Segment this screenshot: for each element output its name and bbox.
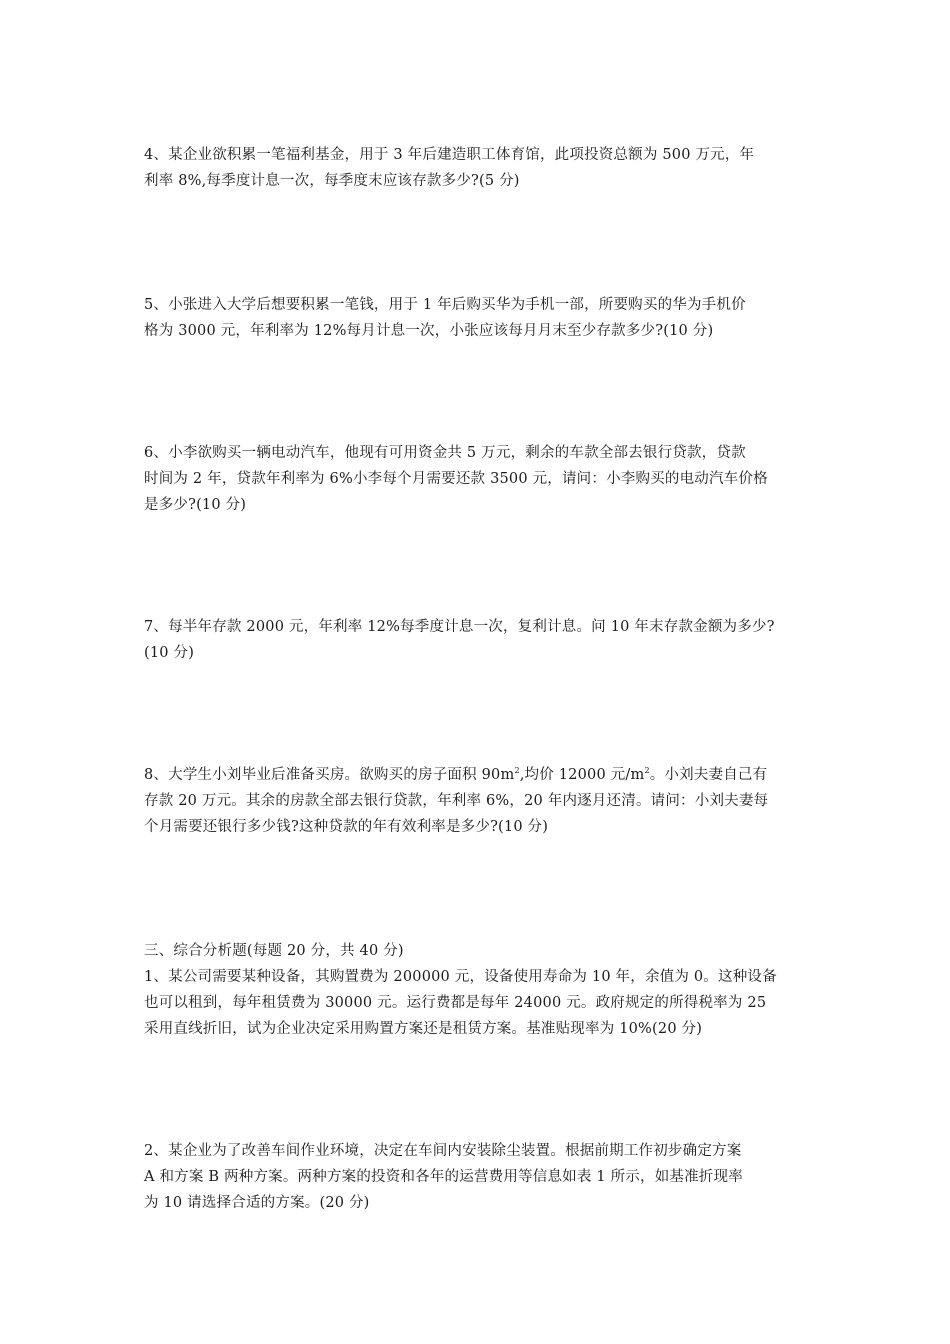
question-4 <box>144 142 814 194</box>
question-5-line-2: 格为 3000 元，年利率为 12%每月计息一次，小张应该每月月末至少存款多少?(10 分) <box>144 323 714 339</box>
question-7-line-2: (10 分) <box>144 645 195 661</box>
question-8-line-3: 个月需要还银行多少钱?这种贷款的年有效利率是多少?(10 分) <box>144 819 549 835</box>
question-6 <box>144 440 814 518</box>
question-6-line-1: 6、小李欲购买一辆电动汽车，他现有可用资金共 5 万元，剩余的车款全部去银行贷款，贷款 <box>144 445 746 461</box>
question-6-line-3: 是多少?(10 分) <box>144 497 247 513</box>
question-4-line-1: 4、某企业欲积累一笔福利基金，用于 3 年后建造职工体育馆，此项投资总额为 500 万元，年 <box>144 147 755 163</box>
section-3 <box>144 938 814 1042</box>
section-3-question-2 <box>144 1138 814 1216</box>
question-8-line-1-part-c: 。小刘夫妻自己有 <box>649 767 768 783</box>
question-6-line-2: 时间为 2 年，贷款年利率为 6%小李每个月需要还款 3500 元，请问：小李购买的电动汽车价格 <box>144 471 768 487</box>
question-5-line-1: 5、小张进入大学后想要积累一笔钱，用于 1 年后购买华为手机一部，所要购买的华为手机价 <box>144 297 746 313</box>
question-7-line-1: 7、每半年存款 2000 元，年利率 12%每季度计息一次，复利计息。问 10 年末存款金额为多少? <box>144 619 775 635</box>
section-3-question-1-line-2: 也可以租到，每年租赁费为 30000 元。运行费都是每年 24000 元。政府规定的所得税率为 25 <box>144 995 767 1011</box>
question-8-line-2: 存款 20 万元。其余的房款全部去银行贷款，年利率 6%，20 年内逐月还清。请问：小刘夫妻每 <box>144 793 769 809</box>
question-8-line-1 <box>144 762 814 788</box>
section-3-heading: 三、综合分析题(每题 20 分，共 40 分) <box>144 943 404 959</box>
question-5 <box>144 292 814 344</box>
section-3-question-2-line-3: 为 10 请选择合适的方案。(20 分) <box>144 1195 370 1211</box>
section-3-question-2-line-1: 2、某企业为了改善车间作业环境，决定在车间内安装除尘装置。根据前期工作初步确定方案 <box>144 1143 742 1159</box>
section-3-question-1-line-1: 1、某公司需要某种设备，其购置费为 200000 元，设备使用寿命为 10 年，余值为 0。这种设备 <box>144 969 777 985</box>
question-4-line-2: 利率 8%,每季度计息一次，每季度末应该存款多少?(5 分) <box>144 173 520 189</box>
question-7 <box>144 614 814 666</box>
section-3-question-1-line-3: 采用直线折旧，试为企业决定采用购置方案还是租赁方案。基准贴现率为 10%(20 分) <box>144 1021 703 1037</box>
superscript-2: 2 <box>644 766 650 776</box>
section-3-question-2-line-2: A 和方案 B 两种方案。两种方案的投资和各年的运营费用等信息如表 1 所示，如基准折现率 <box>144 1169 743 1185</box>
superscript-2: 2 <box>514 766 520 776</box>
question-8-line-1-part-a: 8、大学生小刘毕业后准备买房。欲购买的房子面积 90m <box>144 767 515 783</box>
question-8 <box>144 762 814 840</box>
question-8-line-1-part-b: ,均价 12000 元/m <box>519 767 645 783</box>
